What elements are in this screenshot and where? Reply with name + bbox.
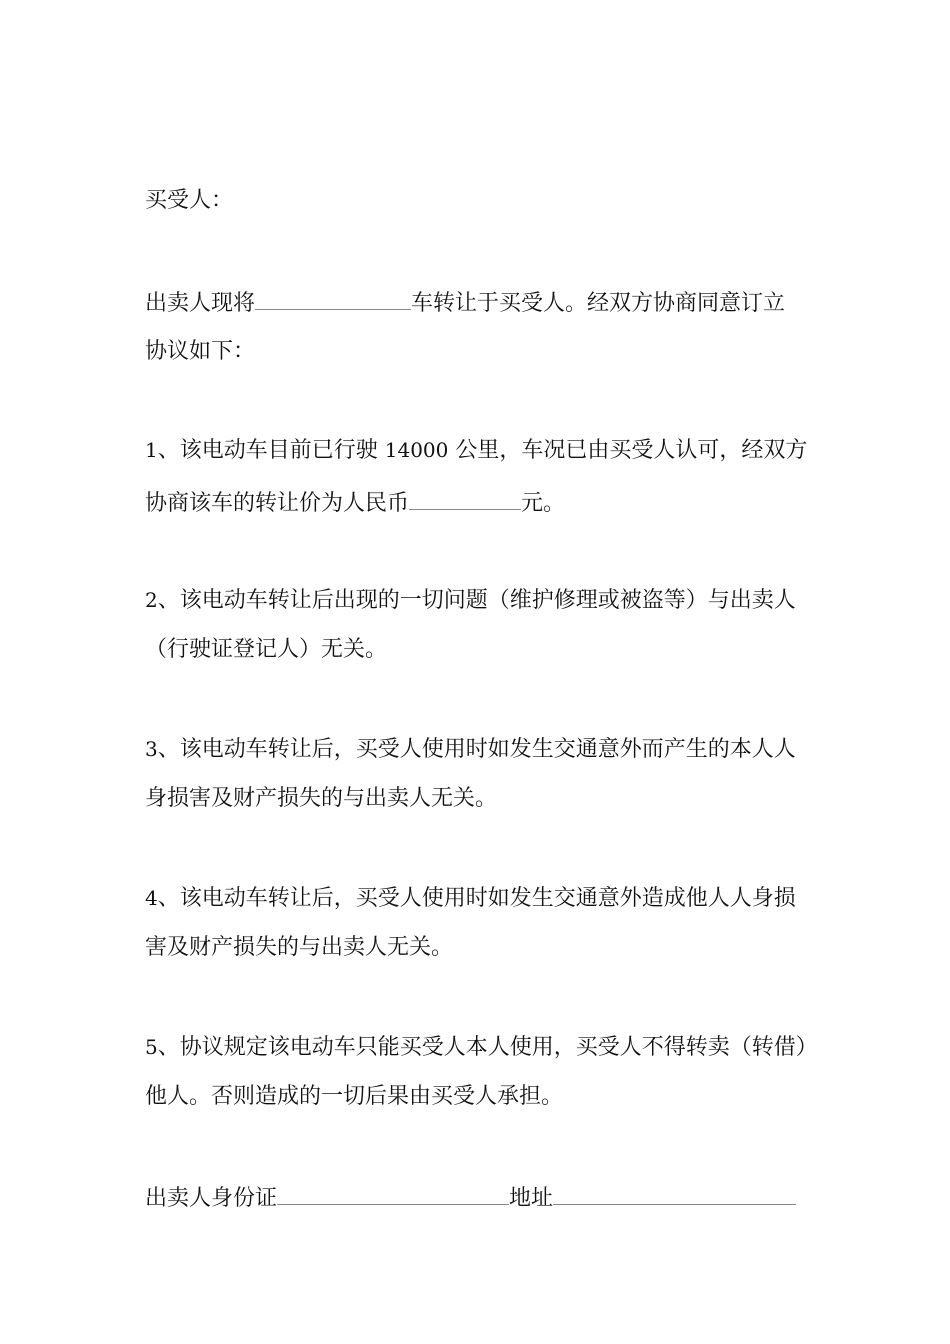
clause-2-text: 、该电动车转让后出现的一切问题（维护修理或被盗等）与出卖人 <box>157 588 796 613</box>
clause-2-line-2 <box>145 636 387 664</box>
clause-5-line-2 <box>145 1083 563 1111</box>
clause-4-text-2: 害及财产损失的与出卖人无关。 <box>145 935 454 960</box>
vehicle-blank <box>255 287 411 310</box>
intro-line-2 <box>145 338 255 366</box>
mileage-value: 14000 <box>384 438 449 462</box>
clause-4-line-2 <box>145 934 453 962</box>
clause-1-text-b: 公里，车况已由买受人认可，经双方 <box>455 438 808 463</box>
clause-3-line-1 <box>145 735 796 763</box>
intro-prefix: 出卖人现将 <box>145 291 256 316</box>
address-blank <box>553 1182 796 1205</box>
clause-5-number: 5 <box>145 1035 158 1059</box>
clause-4-line-1 <box>145 884 796 912</box>
price-blank <box>409 487 521 510</box>
clause-5-text-2: 他人。否则造成的一切后果由买受人承担。 <box>145 1084 564 1109</box>
clause-2-number: 2 <box>145 588 158 612</box>
clause-1-price-suffix: 元。 <box>521 491 566 516</box>
clause-5-line-1 <box>145 1033 818 1061</box>
seller-id-blank <box>277 1182 509 1205</box>
intro-line2: 协议如下： <box>145 339 256 364</box>
clause-2-text-2: （行驶证登记人）无关。 <box>145 637 388 662</box>
intro-line-1 <box>145 287 785 315</box>
clause-3-text: 、该电动车转让后，买受人使用时如发生交通意外而产生的本人人 <box>157 737 796 762</box>
clause-1-line-2 <box>145 487 565 515</box>
seller-id-label: 出卖人身份证 <box>145 1186 278 1211</box>
buyer-label: 买受人： <box>145 188 234 213</box>
clause-3-number: 3 <box>145 737 158 761</box>
signature-line <box>145 1182 796 1210</box>
clause-2-line-1 <box>145 586 796 614</box>
address-label: 地址 <box>509 1186 554 1211</box>
clause-1-number: 1 <box>145 438 158 462</box>
clause-4-text: 、该电动车转让后，买受人使用时如发生交通意外造成他人人身损 <box>157 886 796 911</box>
clause-1-price-prefix: 协商该车的转让价为人民币 <box>145 491 410 516</box>
clause-1-line-1 <box>145 436 807 464</box>
clause-5-text: 、协议规定该电动车只能买受人本人使用，买受人不得转卖（转借） <box>157 1035 818 1060</box>
clause-4-number: 4 <box>145 886 158 910</box>
buyer-label-line <box>145 187 233 215</box>
intro-suffix: 车转让于买受人。经双方协商同意订立 <box>411 291 786 316</box>
clause-1-text-a: 、该电动车目前已行驶 <box>157 438 378 463</box>
clause-3-line-2 <box>145 785 497 813</box>
clause-3-text-2: 身损害及财产损失的与出卖人无关。 <box>145 786 498 811</box>
